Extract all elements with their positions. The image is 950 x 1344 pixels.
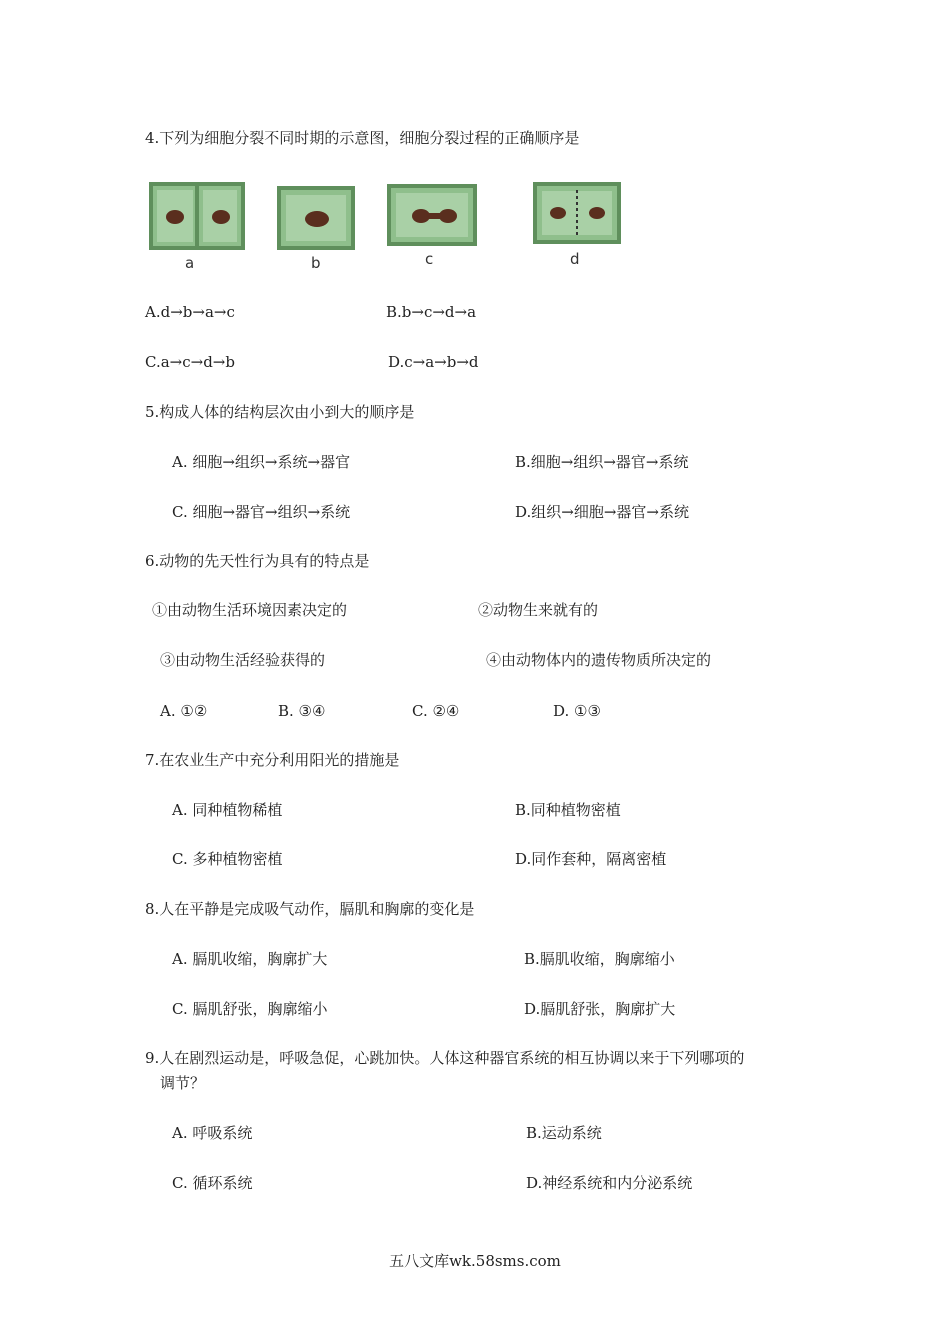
label-d: d <box>570 250 580 268</box>
label-b: b <box>311 254 321 272</box>
q9-option-b: B.运动系统 <box>526 1124 602 1142</box>
q9-stem-line2: 调节？ <box>160 1074 206 1092</box>
cell-division-figure <box>145 176 645 276</box>
page-footer: 五八文库wk.58sms.com <box>389 1252 561 1270</box>
q7-option-a: A. 同种植物稀植 <box>172 801 283 819</box>
label-a: a <box>185 254 195 272</box>
q6-option-c: C. ②④ <box>412 702 460 720</box>
q4-option-c: C.a→c→d→b <box>145 353 235 371</box>
q7-option-d: D.同作套种，隔离密植 <box>515 850 667 868</box>
cell-a <box>151 184 243 248</box>
q8-option-b: B.膈肌收缩，胸廓缩小 <box>524 950 675 968</box>
q6-option-a: A. ①② <box>160 702 208 720</box>
q7-stem: 7.在农业生产中充分利用阳光的措施是 <box>145 751 400 769</box>
cell-c <box>389 186 475 244</box>
cell-b <box>279 188 353 248</box>
q6-statement-3: ③由动物生活经验获得的 <box>160 651 326 669</box>
q6-statement-1: ①由动物生活环境因素决定的 <box>152 601 348 619</box>
q7-option-c: C. 多种植物密植 <box>172 850 283 868</box>
q5-option-d: D.组织→细胞→器官→系统 <box>515 503 689 521</box>
q4-option-d: D.c→a→b→d <box>388 353 479 371</box>
q9-option-d: D.神经系统和内分泌系统 <box>526 1174 693 1192</box>
q6-statement-2: ②动物生来就有的 <box>478 601 599 619</box>
q5-option-b: B.细胞→组织→器官→系统 <box>515 453 689 471</box>
q6-statement-4: ④由动物体内的遗传物质所决定的 <box>486 651 712 669</box>
q8-stem: 8.人在平静是完成吸气动作，膈肌和胸廓的变化是 <box>145 900 475 918</box>
q6-option-d: D. ①③ <box>553 702 601 720</box>
label-c: c <box>425 250 434 268</box>
q9-option-a: A. 呼吸系统 <box>172 1124 253 1142</box>
q9-stem-line1: 9.人在剧烈运动是，呼吸急促，心跳加快。人体这种器官系统的相互协调以来于下列哪项的 <box>145 1049 745 1067</box>
q5-stem: 5.构成人体的结构层次由小到大的顺序是 <box>145 403 415 421</box>
q4-option-a: A.d→b→a→c <box>145 303 235 321</box>
q8-option-d: D.膈肌舒张，胸廓扩大 <box>524 1000 676 1018</box>
cell-d <box>535 184 619 242</box>
q5-option-a: A. 细胞→组织→系统→器官 <box>172 453 351 471</box>
q7-option-b: B.同种植物密植 <box>515 801 621 819</box>
q8-option-c: C. 膈肌舒张，胸廓缩小 <box>172 1000 328 1018</box>
q4-option-b: B.b→c→d→a <box>386 303 477 321</box>
q6-stem: 6.动物的先天性行为具有的特点是 <box>145 552 370 570</box>
q6-option-b: B. ③④ <box>278 702 326 720</box>
q8-option-a: A. 膈肌收缩，胸廓扩大 <box>172 950 328 968</box>
q5-option-c: C. 细胞→器官→组织→系统 <box>172 503 351 521</box>
q4-stem: 4.下列为细胞分裂不同时期的示意图，细胞分裂过程的正确顺序是 <box>145 129 580 147</box>
q9-option-c: C. 循环系统 <box>172 1174 253 1192</box>
